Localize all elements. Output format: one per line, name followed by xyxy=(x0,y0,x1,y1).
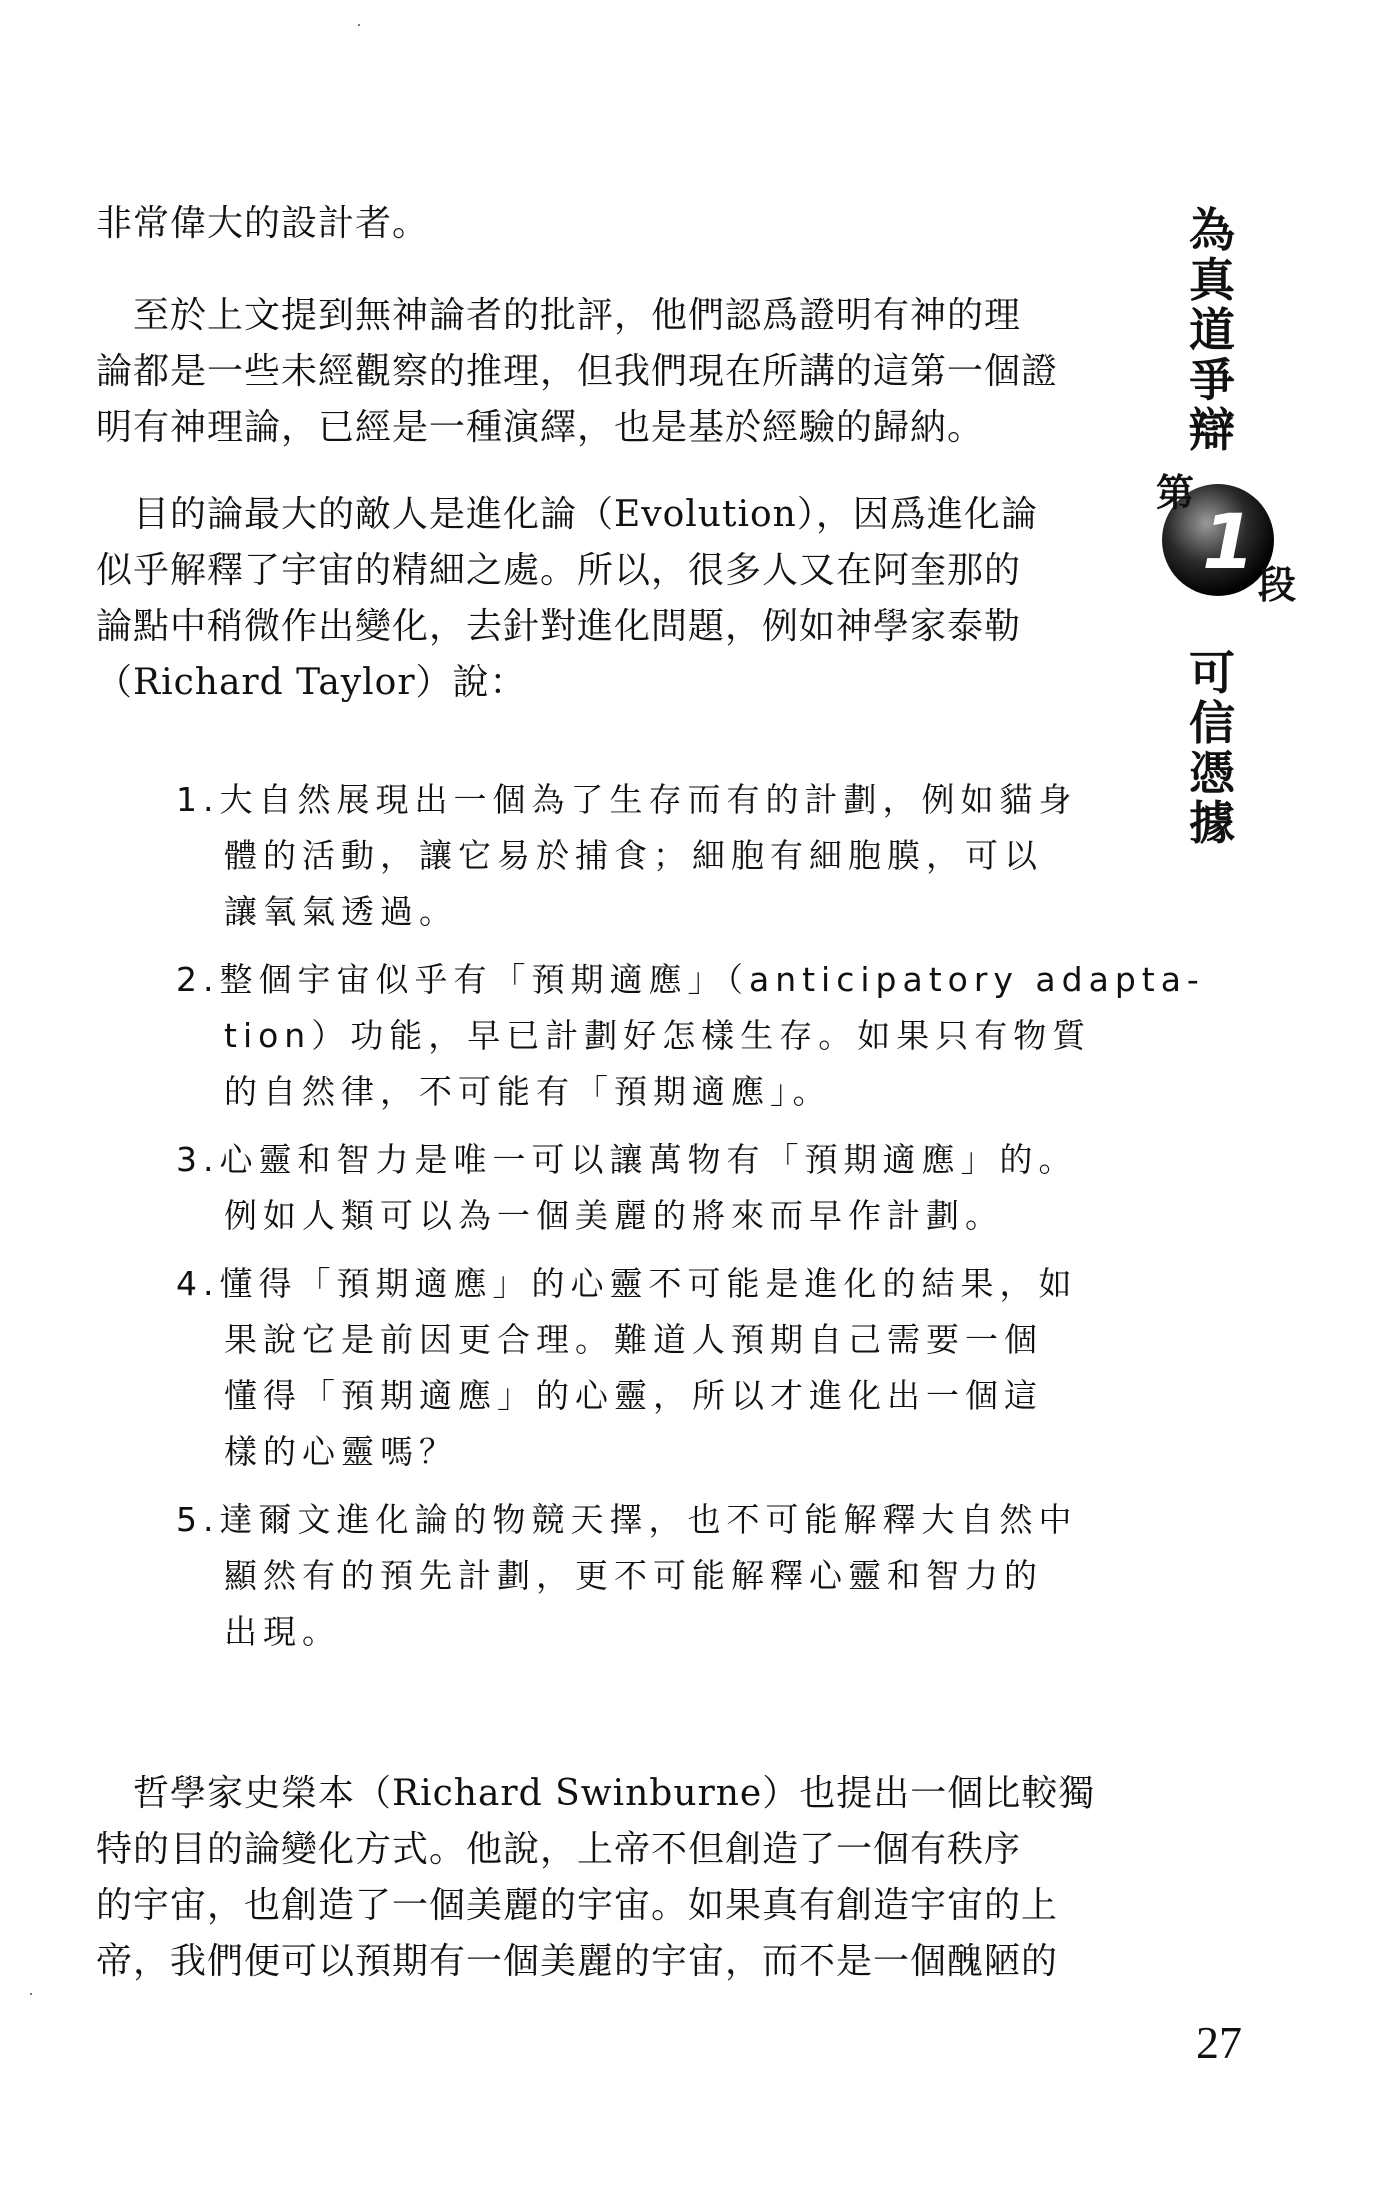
paragraph-line: 明有神理論，已經是一種演繹，也是基於經驗的歸納。 xyxy=(96,407,985,448)
list-line: 3.心靈和智力是唯一可以讓萬物有「預期適應」的。 xyxy=(176,1140,1078,1179)
paragraph-line: 非常偉大的設計者。 xyxy=(96,203,430,244)
paragraph-line: 似乎解釋了宇宙的精細之處。所以，很多人又在阿奎那的 xyxy=(96,550,1022,591)
section-title-char: 可 xyxy=(1189,646,1235,700)
book-title-char: 爭 xyxy=(1189,353,1235,407)
list-line: 體的活動，讓它易於捕食；細胞有細胞膜，可以 xyxy=(224,836,1043,875)
list-item xyxy=(176,1132,1078,1244)
list-line: 果說它是前因更合理。難道人預期自己需要一個 xyxy=(224,1320,1043,1359)
paragraph-line: 特的目的論變化方式。他說，上帝不但創造了一個有秩序 xyxy=(96,1829,1022,1870)
list-line: 出現。 xyxy=(224,1612,341,1651)
paragraph-4 xyxy=(96,1766,1096,1990)
paragraph-line: 帝，我們便可以預期有一個美麗的宇宙，而不是一個醜陋的 xyxy=(96,1941,1059,1982)
list-line: 5.達爾文進化論的物競天擇，也不可能解釋大自然中 xyxy=(176,1500,1078,1539)
scan-speck xyxy=(358,24,360,26)
list-item xyxy=(176,772,1078,940)
book-title-vertical xyxy=(1182,205,1242,455)
paragraph-line: 至於上文提到無神論者的批評，他們認爲證明有神的理 xyxy=(96,295,1022,336)
paragraph-line: 論點中稍微作出變化，去針對進化問題，例如神學家泰勒 xyxy=(96,606,1022,647)
paragraph-1 xyxy=(96,196,1086,252)
list-item xyxy=(176,952,1205,1120)
book-title-char: 辯 xyxy=(1189,403,1235,457)
paragraph-line: 的宇宙，也創造了一個美麗的宇宙。如果真有創造宇宙的上 xyxy=(96,1885,1059,1926)
list-line: 4.懂得「預期適應」的心靈不可能是進化的結果，如 xyxy=(176,1264,1078,1303)
paragraph-line: 哲學家史榮本（Richard Swinburne）也提出一個比較獨 xyxy=(96,1773,1096,1814)
page-number: 27 xyxy=(1196,2017,1242,2068)
list-line: 例如人類可以為一個美麗的將來而早作計劃。 xyxy=(224,1196,1004,1235)
section-suffix: 段 xyxy=(1258,563,1297,607)
list-line: 2.整個宇宙似乎有「預期適應」（anticipatory adapta- xyxy=(176,960,1205,999)
list-line: 讓氧氣透過。 xyxy=(224,892,458,931)
section-prefix: 第 xyxy=(1156,471,1195,515)
section-title-char: 憑 xyxy=(1189,746,1235,800)
list-line: 1.大自然展現出一個為了生存而有的計劃，例如貓身 xyxy=(176,780,1078,819)
list-line: 懂得「預期適應」的心靈，所以才進化出一個這 xyxy=(224,1376,1043,1415)
list-line: 樣的心靈嗎？ xyxy=(224,1432,458,1471)
list-line: 的自然律，不可能有「預期適應」。 xyxy=(224,1072,832,1111)
list-item xyxy=(176,1492,1078,1660)
book-title-char: 道 xyxy=(1189,303,1235,357)
paragraph-line: （Richard Taylor）說： xyxy=(96,662,527,703)
numbered-list xyxy=(176,772,1205,1672)
paragraph-line: 論都是一些未經觀察的推理，但我們現在所講的這第一個證 xyxy=(96,351,1059,392)
book-title-char: 為 xyxy=(1189,203,1235,257)
scan-speck xyxy=(30,1993,32,1995)
section-title-char: 據 xyxy=(1189,796,1235,850)
paragraph-2 xyxy=(96,288,1086,456)
paragraph-3 xyxy=(96,487,1086,711)
list-line: 顯然有的預先計劃，更不可能解釋心靈和智力的 xyxy=(224,1556,1043,1595)
section-marker-badge xyxy=(1140,470,1310,620)
book-title-char: 真 xyxy=(1189,253,1235,307)
paragraph-line: 目的論最大的敵人是進化論（Evolution），因爲進化論 xyxy=(96,494,1038,535)
section-title-char: 信 xyxy=(1189,696,1235,750)
section-title-vertical xyxy=(1182,648,1242,848)
list-item xyxy=(176,1256,1078,1480)
list-line: tion）功能，早已計劃好怎樣生存。如果只有物質 xyxy=(224,1016,1092,1055)
section-number: 1 xyxy=(1202,497,1255,586)
